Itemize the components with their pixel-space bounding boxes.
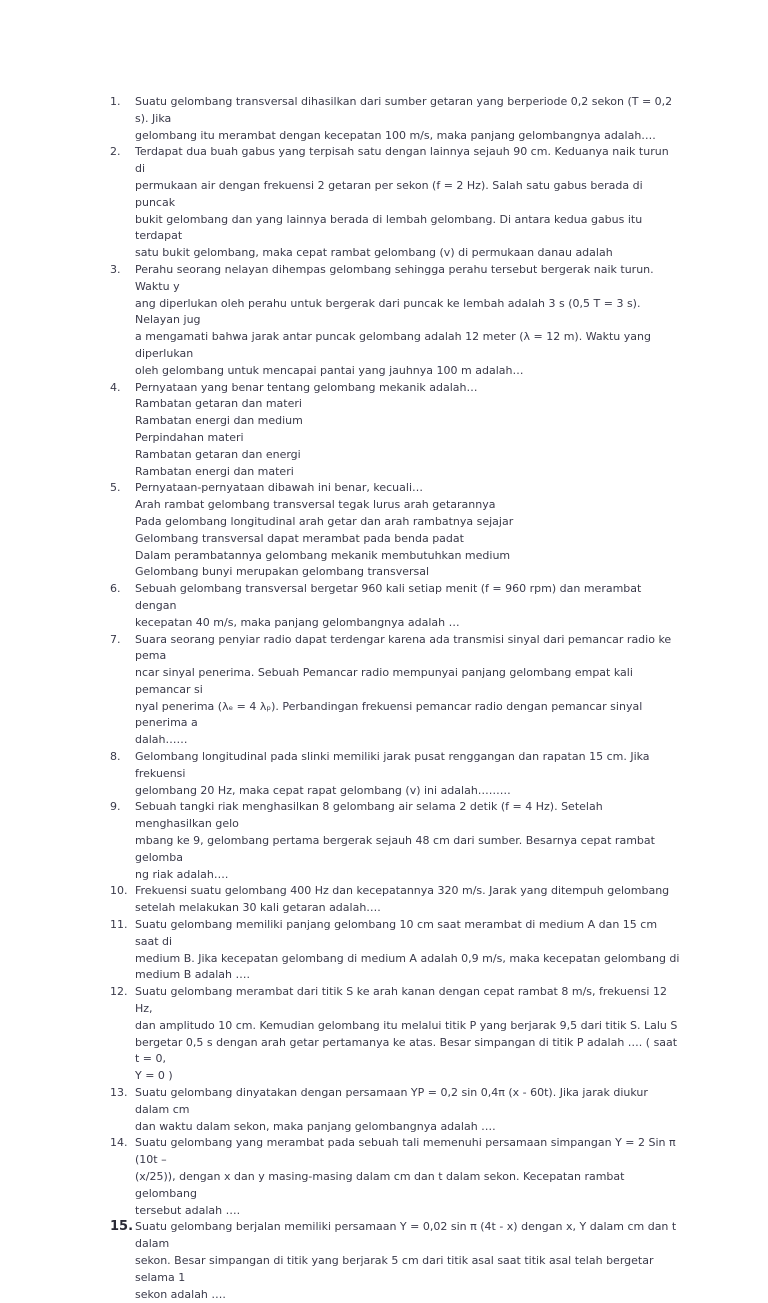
question-number: 15. xyxy=(110,1219,134,1235)
question-line: Pernyataan yang benar tentang gelombang mekanik adalah… xyxy=(135,380,478,394)
question-number: 12. xyxy=(110,985,128,999)
question-line: bergetar 0,5 s dengan arah getar pertamanya ke atas. Besar simpangan di titik P adalah …. ( saat t = 0, xyxy=(135,1035,678,1066)
question-line: Suara seorang penyiar radio dapat terdengar karena ada transmisi sinyal dari pemancar radio ke pema xyxy=(135,632,672,663)
question-line: dan waktu dalam sekon, maka panjang gelombangnya adalah …. xyxy=(135,1119,496,1133)
question-text xyxy=(135,749,680,799)
question-line: dalah…… xyxy=(135,733,188,747)
question-line: Dalam perambatannya gelombang mekanik membutuhkan medium xyxy=(135,548,511,562)
question-item xyxy=(110,94,680,144)
question-line: ncar sinyal penerima. Sebuah Pemancar radio mempunyai panjang gelombang empat kali pemancar si xyxy=(135,666,633,696)
question-line: gelombang 20 Hz, maka cepat rapat gelombang (v) ini adalah……… xyxy=(135,783,511,797)
question-line: nyal penerima (λₑ = 4 λₚ). Perbandingan frekuensi pemancar radio dengan pemancar sinyal penerima a xyxy=(135,699,643,730)
question-line: Frekuensi suatu gelombang 400 Hz dan kecepatannya 320 m/s. Jarak yang ditempuh gelombang xyxy=(135,884,670,898)
question-text xyxy=(135,1085,680,1135)
question-line: Suatu gelombang transversal dihasilkan dari sumber getaran yang berperiode 0,2 sekon (T = 0,2 s). Jika xyxy=(135,95,673,125)
question-text xyxy=(135,262,680,380)
question-text xyxy=(135,917,680,984)
question-item xyxy=(110,917,680,984)
question-line: (x/25)), dengan x dan y masing-masing dalam cm dan t dalam sekon. Kecepatan rambat gelombang xyxy=(135,1170,625,1200)
question-item xyxy=(110,883,680,917)
question-number: 5. xyxy=(110,481,121,495)
question-line: Gelombang bunyi merupakan gelombang transversal xyxy=(135,565,430,579)
question-text xyxy=(135,1219,680,1303)
question-line: Rambatan getaran dan energi xyxy=(135,447,301,461)
question-line: Suatu gelombang memiliki panjang gelombang 10 cm saat merambat di medium A dan 15 cm saat di xyxy=(135,918,658,948)
question-line: medium B adalah …. xyxy=(135,968,250,982)
question-line: Suatu gelombang dinyatakan dengan persamaan YP = 0,2 sin 0,4π (x - 60t). Jika jarak diukur dalam cm xyxy=(135,1086,648,1116)
question-number: 14. xyxy=(110,1136,128,1150)
question-list xyxy=(110,94,680,1303)
question-line: Rambatan getaran dan materi xyxy=(135,397,302,411)
question-line: a mengamati bahwa jarak antar puncak gelombang adalah 12 meter (λ = 12 m). Waktu yang diperlukan xyxy=(135,330,651,360)
question-line: dan amplitudo 10 cm. Kemudian gelombang itu melalui titik P yang berjarak 9,5 dari titik S. Lalu S xyxy=(135,1018,678,1032)
question-line: satu bukit gelombang, maka cepat rambat gelombang (v) di permukaan danau adalah xyxy=(135,246,613,260)
question-text xyxy=(135,1135,680,1219)
question-number: 3. xyxy=(110,262,121,276)
question-line: Arah rambat gelombang transversal tegak lurus arah getarannya xyxy=(135,498,496,512)
question-item xyxy=(110,1135,680,1219)
question-number: 1. xyxy=(110,95,121,108)
question-line: Sebuah gelombang transversal bergetar 960 kali setiap menit (f = 960 rpm) dan merambat dengan xyxy=(135,582,642,612)
question-item xyxy=(110,262,680,380)
question-text xyxy=(135,480,680,581)
question-line: bukit gelombang dan yang lainnya berada di lembah gelombang. Di antara kedua gabus itu terdapat xyxy=(135,212,643,243)
question-line: Pernyataan-pernyataan dibawah ini benar, kecuali… xyxy=(135,481,424,495)
question-line: Rambatan energi dan medium xyxy=(135,414,303,428)
question-number: 9. xyxy=(110,800,121,814)
question-line: Rambatan energi dan materi xyxy=(135,464,294,478)
question-text xyxy=(135,632,680,750)
question-item xyxy=(110,380,680,481)
question-line: gelombang itu merambat dengan kecepatan 100 m/s, maka panjang gelombangnya adalah…. xyxy=(135,128,656,142)
question-item xyxy=(110,144,680,262)
question-line: Suatu gelombang berjalan memiliki persamaan Y = 0,02 sin π (4t - x) dengan x, Y dalam cm dan t dalam xyxy=(135,1220,677,1251)
question-number: 2. xyxy=(110,145,121,159)
question-line: sekon adalah …. xyxy=(135,1287,226,1301)
question-line: setelah melakukan 30 kali getaran adalah…. xyxy=(135,901,381,915)
question-line: permukaan air dengan frekuensi 2 getaran per sekon (f = 2 Hz). Salah satu gabus berada di puncak xyxy=(135,178,643,209)
question-text xyxy=(135,799,680,883)
question-item xyxy=(110,984,680,1085)
question-line: mbang ke 9, gelombang pertama bergerak sejauh 48 cm dari sumber. Besarnya cepat rambat gelomba xyxy=(135,834,655,864)
question-line: Perpindahan materi xyxy=(135,430,244,444)
question-number: 7. xyxy=(110,632,121,646)
question-number: 10. xyxy=(110,884,128,898)
question-number: 4. xyxy=(110,380,121,394)
question-line: Y = 0 ) xyxy=(135,1069,173,1083)
question-line: Suatu gelombang yang merambat pada sebuah tali memenuhi persamaan simpangan Y = 2 Sin π (10t – xyxy=(135,1136,676,1167)
question-item xyxy=(110,1219,680,1303)
question-line: Terdapat dua buah gabus yang terpisah satu dengan lainnya sejauh 90 cm. Keduanya naik turun di xyxy=(135,145,669,176)
question-line: tersebut adalah …. xyxy=(135,1203,241,1217)
question-item xyxy=(110,749,680,799)
question-line: Sebuah tangki riak menghasilkan 8 gelombang air selama 2 detik (f = 4 Hz). Setelah menghasilkan gelo xyxy=(135,800,603,831)
question-line: oleh gelombang untuk mencapai pantai yang jauhnya 100 m adalah… xyxy=(135,363,524,377)
question-number: 8. xyxy=(110,750,121,764)
question-line: Gelombang transversal dapat merambat pada benda padat xyxy=(135,531,464,545)
question-item xyxy=(110,581,680,631)
question-number: 6. xyxy=(110,582,121,596)
question-item xyxy=(110,480,680,581)
question-line: ng riak adalah…. xyxy=(135,867,229,881)
question-item xyxy=(110,632,680,750)
question-text xyxy=(135,883,680,917)
question-line: Suatu gelombang merambat dari titik S ke arah kanan dengan cepat rambat 8 m/s, frekuensi 12 Hz, xyxy=(135,985,667,1016)
question-line: ang diperlukan oleh perahu untuk bergerak dari puncak ke lembah adalah 3 s (0,5 T = 3 s). Nelayan jug xyxy=(135,296,641,327)
question-line: kecepatan 40 m/s, maka panjang gelombangnya adalah … xyxy=(135,615,460,629)
question-line: Pada gelombang longitudinal arah getar dan arah rambatnya sejajar xyxy=(135,514,514,528)
question-item xyxy=(110,1085,680,1135)
question-text xyxy=(135,380,680,481)
question-item xyxy=(110,799,680,883)
question-line: sekon. Besar simpangan di titik yang berjarak 5 cm dari titik asal saat titik asal telah bergetar selama 1 xyxy=(135,1253,654,1284)
question-line: Gelombang longitudinal pada slinki memiliki jarak pusat renggangan dan rapatan 15 cm. Jika frekuensi xyxy=(135,750,650,780)
question-text xyxy=(135,581,680,631)
question-line: medium B. Jika kecepatan gelombang di medium A adalah 0,9 m/s, maka kecepatan gelombang di xyxy=(135,951,680,965)
question-text xyxy=(135,94,680,144)
question-text xyxy=(135,984,680,1085)
question-text xyxy=(135,144,680,262)
question-line: Perahu seorang nelayan dihempas gelombang sehingga perahu tersebut bergerak naik turun. Waktu y xyxy=(135,262,654,293)
question-number: 11. xyxy=(110,918,128,932)
question-number: 13. xyxy=(110,1086,128,1100)
